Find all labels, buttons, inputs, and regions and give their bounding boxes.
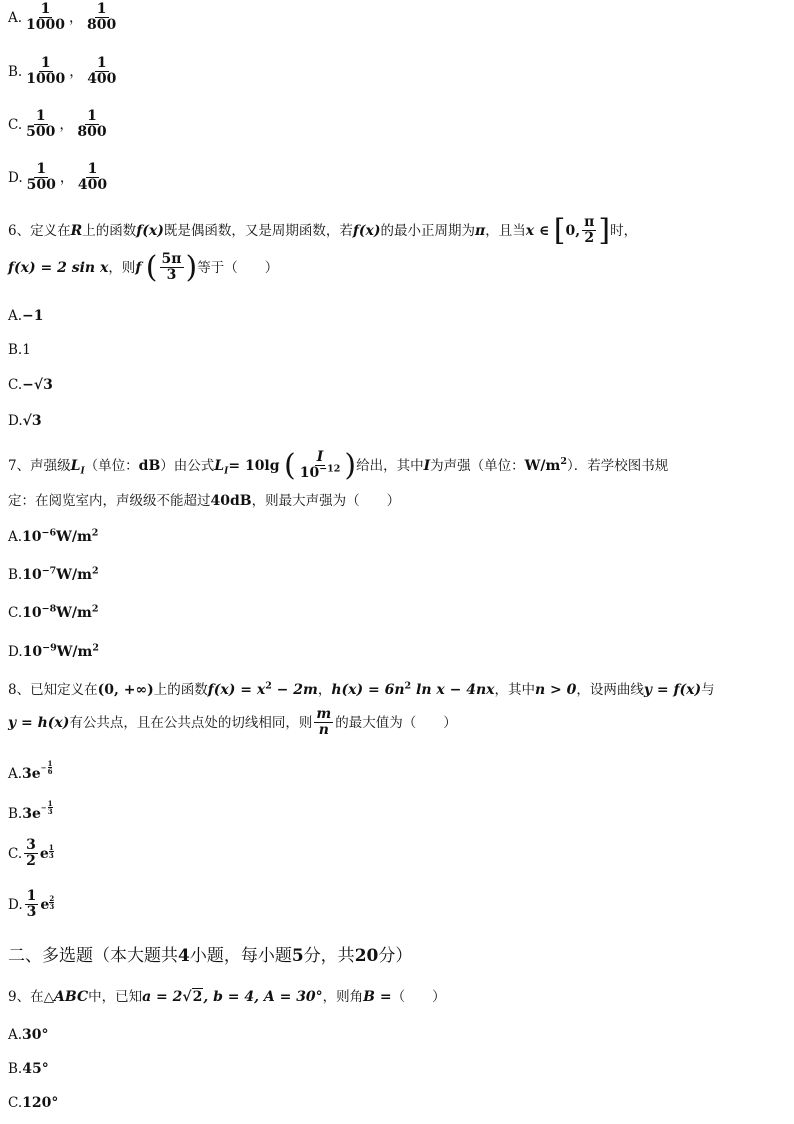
exponent-fraction: $\frac{1}{3}$	[48, 842, 54, 860]
fraction: $\frac{1}{3}$	[26, 888, 37, 921]
fraction: $\frac{m}{n}$	[316, 706, 332, 739]
fraction: $\frac{1}{500}$	[26, 161, 56, 194]
q7-stem-line2: 定：在阅览室内，声级级不能超过40dB，则最大声强为（ ）	[8, 493, 401, 509]
fraction: $\frac{1}{400}$	[77, 161, 108, 194]
option-label: A.	[8, 9, 23, 26]
q9-option-a: A.30°	[8, 1027, 49, 1043]
option-label: B.	[8, 63, 23, 80]
q5-option-b: B. $\frac{1}{1000}$ ， $\frac{1}{400}$	[8, 55, 117, 88]
q8-stem-line1: 8、已知定义在(0, +∞)上的函数$f(x) = x^2 - 2m$，$h(x) = 6n^2$ ln x − 4nx，其中n > 0，设两曲线y = f(x)与	[8, 680, 715, 698]
fraction: $\frac{1}{1000}$	[26, 55, 66, 88]
q6-stem-line1: 6、定义在R上的函数f(x)既是偶函数，又是周期函数，若f(x)的最小正周期为π，且当x ∈ [0, $\frac{\pi}{2}$ ]时，	[8, 212, 638, 248]
exponent-fraction: − $\frac{1}{3}$	[40, 799, 53, 816]
q6-option-a: A.−1	[8, 308, 44, 324]
q8-option-b: B.3e − $\frac{1}{3}$	[8, 799, 53, 822]
q8-stem-line2: y = h(x)有公共点，且在公共点处的切线相同，则 $\frac{m}{n}$ 的最大值为（ ）	[8, 706, 457, 739]
q9-stem: 9、在△ABC中，已知a = 2√2, b = 4, A = 30°，则角B =（ ）	[8, 989, 446, 1005]
q9-option-c: C.120°	[8, 1095, 59, 1111]
fraction: $\frac{3}{2}$	[26, 837, 36, 870]
q6-stem-line2: f(x) = 2 sin x，则f ( $\frac{5\pi}{3}$ )等于（ ）	[8, 249, 279, 285]
option-label: C.	[8, 116, 23, 133]
q7-option-a: $A.10^{-6}W/m^2$	[8, 527, 99, 545]
fraction: $\frac{5\pi}{3}$	[161, 251, 182, 284]
fraction: $\frac{1}{500}$	[26, 108, 56, 141]
q7-option-c: $C.10^{-8}W/m^2$	[8, 603, 99, 621]
q7-stem-line1: 7、声强级$L_I$（单位：dB）由公式$L_I= 10\lg$ ( $\frac{I}{10^{-12}}$ )给出，其中I为声强（单位：$W/m^2$）．若学校图书规	[8, 447, 669, 483]
fraction: $\frac{I}{10^{-12}}$	[299, 449, 341, 482]
fraction: $\frac{\pi}{2}$	[584, 214, 595, 247]
q7-option-d: $D.10^{-9}W/m^2$	[8, 642, 99, 660]
fraction: $\frac{1}{800}$	[87, 1, 117, 34]
exponent-fraction: $\frac{2}{3}$	[49, 893, 55, 911]
q8-option-d: D. $\frac{1}{3}$ e $\frac{2}{3}$	[8, 888, 55, 921]
q8-option-a: A.3e − $\frac{1}{6}$	[8, 759, 53, 782]
option-label: D.	[8, 169, 23, 186]
q6-option-b: B.1	[8, 342, 31, 358]
q6-option-d: D.√3	[8, 413, 42, 429]
fraction: $\frac{1}{1000}$	[26, 1, 66, 34]
exponent-fraction: − $\frac{1}{6}$	[40, 759, 53, 776]
q9-option-b: B.45°	[8, 1061, 49, 1077]
q5-option-c: C. $\frac{1}{500}$ ， $\frac{1}{800}$	[8, 108, 107, 141]
q5-option-d: D. $\frac{1}{500}$ ， $\frac{1}{400}$	[8, 161, 108, 194]
q8-option-c: C. $\frac{3}{2}$ e $\frac{1}{3}$	[8, 837, 54, 870]
q5-option-a: A. $\frac{1}{1000}$ ， $\frac{1}{800}$	[8, 1, 117, 34]
fraction: $\frac{1}{400}$	[87, 55, 117, 88]
fraction: $\frac{1}{800}$	[77, 108, 107, 141]
q6-option-c: C.−√3	[8, 377, 53, 393]
q7-option-b: $B.10^{-7}W/m^2$	[8, 565, 99, 583]
section-heading: 二、多选题（本大题共4小题，每小题5分，共20分）	[8, 946, 413, 966]
